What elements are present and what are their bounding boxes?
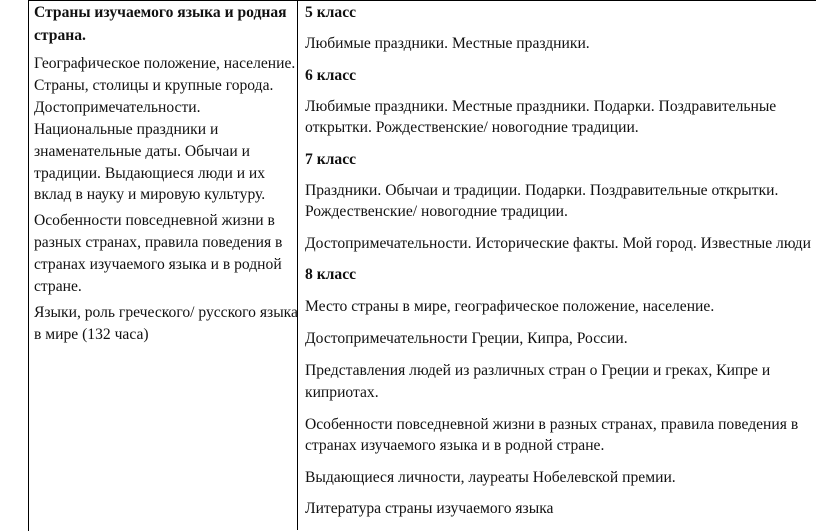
left-title-line-2: страна.	[34, 27, 86, 44]
grade-8-line-1: Место страны в мире, географическое положение, население.	[305, 298, 715, 315]
left-paragraph3-line-2: в мире (132 часа)	[34, 326, 149, 343]
left-paragraph1-line-3: Достопримечательности.	[34, 99, 201, 116]
grade-6-heading: 6 класс	[305, 67, 357, 84]
grade-8-line-2: Достопримечательности Греции, Кипра, России.	[305, 330, 628, 347]
left-paragraph1-line-7: вклад в науку и мировую культуру.	[34, 186, 266, 203]
grade-7-line-1: Праздники. Обычаи и традиции. Подарки. Поздравительные открытки.	[305, 182, 779, 199]
left-paragraph1-line-1: Географическое положение, население.	[34, 55, 296, 72]
grade-8-line-3: Представления людей из различных стран о Греции и греках, Кипре и	[305, 362, 771, 379]
left-paragraph2-line-3: странах изучаемого языка и в родной	[34, 256, 282, 273]
grade-8-line-8: Литература страны изучаемого языка	[305, 500, 554, 517]
left-paragraph2-line-2: разных странах, правила поведения в	[34, 234, 283, 251]
grade-6-line-2: открытки. Рождественские/ новогодние традиции.	[305, 119, 639, 136]
grade-8-heading: 8 класс	[305, 266, 357, 283]
left-paragraph1-line-2: Страны, столицы и крупные города.	[34, 77, 274, 94]
grade-5-heading: 5 класс	[305, 4, 357, 21]
left-paragraph2-line-4: стране.	[34, 278, 82, 295]
left-paragraph1-line-4: Национальные праздники и	[34, 121, 219, 138]
grade-8-line-5: Особенности повседневной жизни в разных странах, правила поведения в	[305, 416, 799, 433]
left-paragraph2-line-1: Особенности повседневной жизни в	[34, 212, 275, 229]
left-title-line-1: Страны изучаемого языка и родная	[34, 4, 287, 21]
left-paragraph3-line-1: Языки, роль греческого/ русского языка	[34, 304, 298, 321]
grade-8-line-6: странах изучаемого языка и в родной стране.	[305, 437, 605, 454]
grade-8-line-7: Выдающиеся личности, лауреаты Нобелевской премии.	[305, 469, 676, 486]
grade-6-line-1: Любимые праздники. Местные праздники. Подарки. Поздравительные	[305, 98, 777, 115]
column-divider	[297, 0, 298, 530]
grade-8-line-4: киприотах.	[305, 384, 379, 401]
grade-7-line-3: Достопримечательности. Исторические факты. Мой город. Известные люди	[305, 235, 811, 252]
grade-7-heading: 7 класс	[305, 151, 357, 168]
grade-7-line-2: Рождественские/ новогодние традиции.	[305, 203, 568, 220]
grade-5-line-1: Любимые праздники. Местные праздники.	[305, 35, 590, 52]
left-paragraph1-line-5: знаменательные даты. Обычаи и	[34, 143, 250, 160]
left-paragraph1-line-6: традиции. Выдающиеся люди и их	[34, 165, 266, 182]
